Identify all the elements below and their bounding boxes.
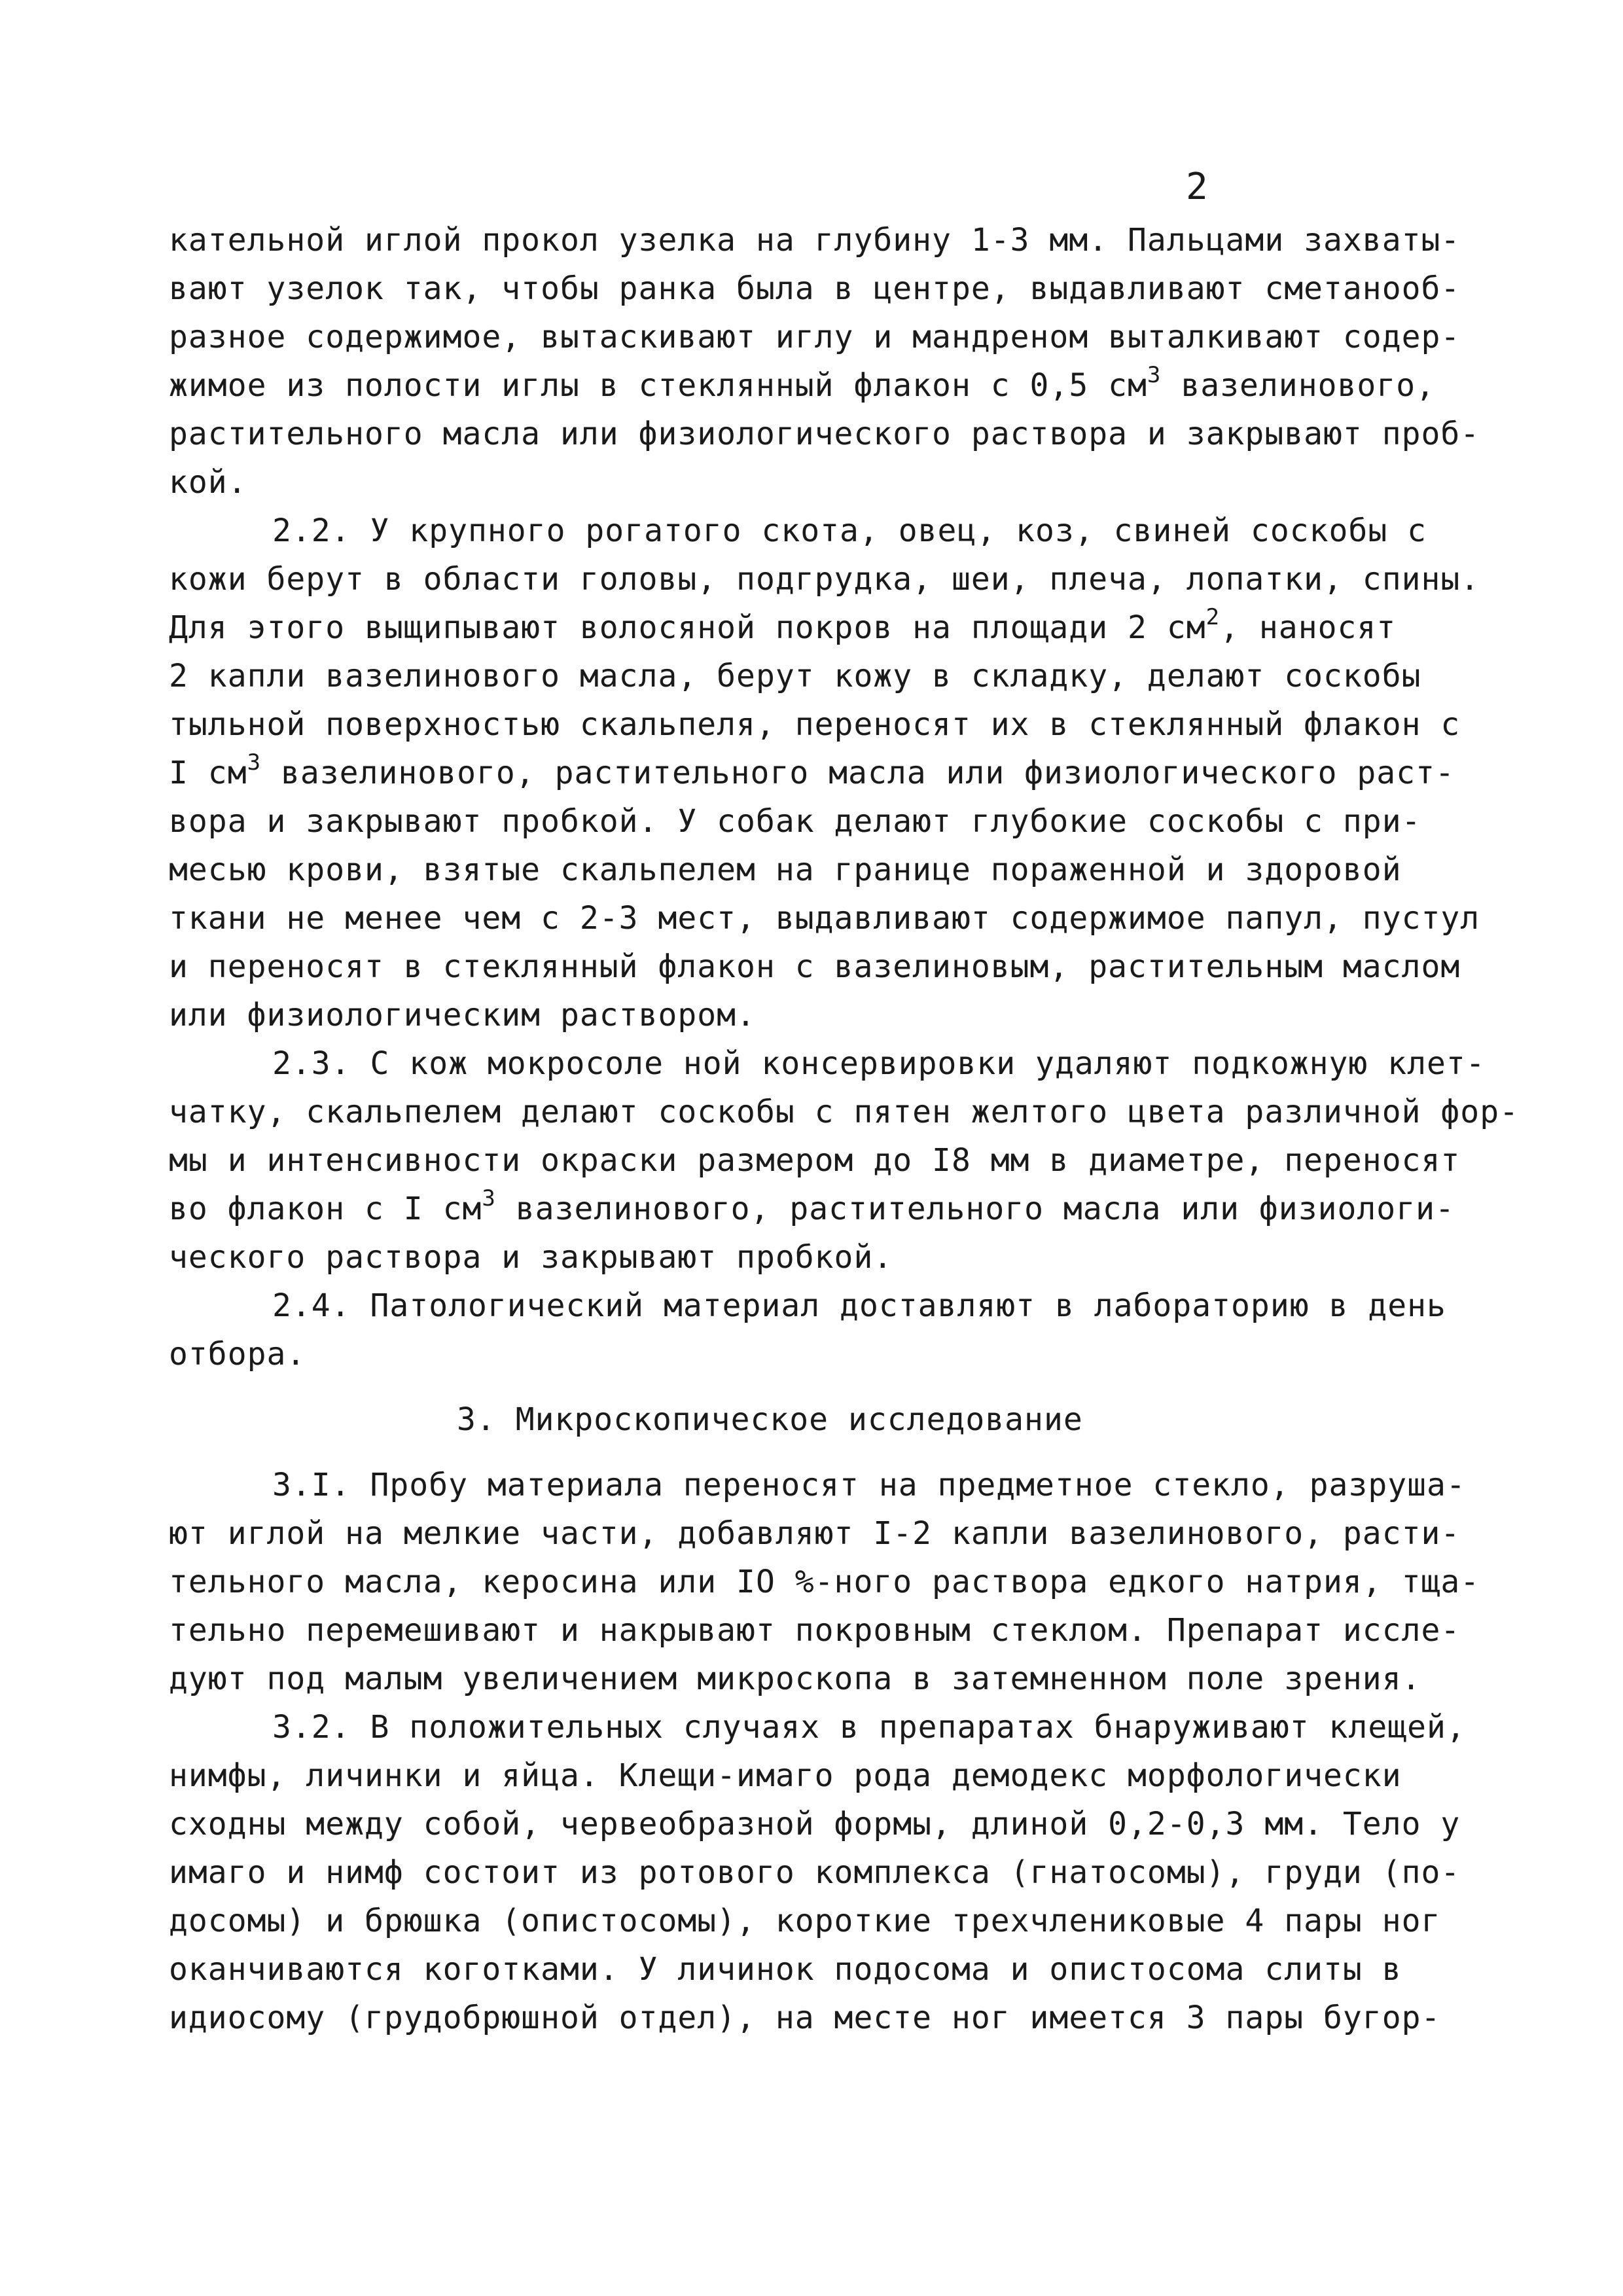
text-line: оканчиваются коготками. У личинок подосома и опистосома слиты в — [169, 1951, 1402, 1988]
section-heading: 3. Микроскопическое исследование — [457, 1401, 1083, 1438]
text-segment: вазелинового, растительного масла или физиологического раст- — [280, 755, 1455, 791]
text-line: 2.3. С кож мокросоле ной консервировки удаляют подкожную клет- — [272, 1045, 1486, 1082]
text-line: тыльной поверхностью скальпеля, переносят их в стеклянный флакон с — [169, 706, 1461, 743]
text-line: досомы) и брюшка (опистосомы), короткие трехчлениковые 4 пары ног — [169, 1903, 1441, 1939]
text-segment: жимое из полости иглы в стеклянный флакон с 0,5 см — [169, 367, 1147, 404]
text-line: нимфы, личинки и яйца. Клещи-имаго рода демодекс морфологически — [169, 1757, 1402, 1794]
text-line: мы и интенсивности окраски размером до I8 мм в диаметре, переносят — [169, 1142, 1461, 1179]
text-line: тельного масла, керосина или IO %-ного раствора едкого натрия, тща- — [169, 1564, 1480, 1600]
text-segment: вазелинового, — [1181, 367, 1435, 404]
text-line: вают узелок так, чтобы ранка была в центре, выдавливают сметанооб- — [169, 270, 1461, 307]
text-segment: вазелинового, растительного масла или физиологи- — [515, 1191, 1455, 1227]
text-line — [169, 361, 1517, 410]
superscript: 2 — [1205, 604, 1221, 630]
text-line — [169, 1185, 1517, 1233]
text-line: кой. — [169, 464, 247, 501]
text-line: дуют под малым увеличением микроскопа в затемненном поле зрения. — [169, 1660, 1421, 1697]
text-segment: Для этого выщипывают волосяной покров на площади 2 см — [169, 609, 1206, 646]
text-line: и переносят в стеклянный флакон с вазелиновым, растительным маслом — [169, 948, 1461, 985]
text-segment: во флакон с I см — [169, 1191, 482, 1227]
text-line: 3.I. Пробу материала переносят на предметное стекло, разруша- — [272, 1467, 1466, 1503]
superscript: 3 — [247, 749, 262, 776]
page-number: 2 — [1186, 166, 1208, 208]
text-line: кательной иглой прокол узелка на глубину 1-3 мм. Пальцами захваты- — [169, 222, 1461, 259]
text-line: ткани не менее чем с 2-3 мест, выдавливают содержимое папул, пустул — [169, 900, 1480, 937]
text-line: имаго и нимф состоит из ротового комплекса (гнатосомы), груди (по- — [169, 1854, 1461, 1891]
document-body — [169, 216, 1517, 2042]
text-line: 2.2. У крупного рогатого скота, овец, коз, свиней соскобы с — [272, 512, 1427, 549]
text-line: ют иглой на мелкие части, добавляют I-2 капли вазелинового, расти- — [169, 1515, 1461, 1552]
text-line: ческого раствора и закрывают пробкой. — [169, 1239, 893, 1276]
text-line: вора и закрывают пробкой. У собак делают глубокие соскобы с при- — [169, 803, 1421, 840]
text-line: 3.2. В положительных случаях в препаратах бнаруживают клещей, — [272, 1709, 1466, 1746]
text-line: тельно перемешивают и накрывают покровным стеклом. Препарат иссле- — [169, 1612, 1461, 1649]
text-segment: , наносят — [1220, 609, 1397, 646]
text-segment: I см — [169, 755, 247, 791]
text-line: кожи берут в области головы, подгрудка, шеи, плеча, лопатки, спины. — [169, 561, 1480, 598]
text-line: или физиологическим раствором. — [169, 997, 756, 1033]
text-line: чатку, скальпелем делают соскобы с пятен желтого цвета различной фор- — [169, 1094, 1519, 1130]
text-line: месью крови, взятые скальпелем на границе пораженной и здоровой — [169, 852, 1402, 888]
text-line: 2 капли вазелинового масла, берут кожу в складку, делают соскобы — [169, 658, 1421, 694]
text-line: идиосому (грудобрюшной отдел), на месте ног имеется 3 пары бугор- — [169, 2000, 1441, 2036]
text-line: растительного масла или физиологического раствора и закрывают проб- — [169, 416, 1480, 452]
text-line — [169, 749, 1517, 797]
text-line: разное содержимое, вытаскивают иглу и мандреном выталкивают содер- — [169, 319, 1461, 355]
superscript: 3 — [1147, 362, 1162, 388]
superscript: 3 — [482, 1185, 496, 1211]
text-line: 2.4. Патологический материал доставляют в лабораторию в день — [272, 1287, 1446, 1324]
text-line — [169, 603, 1517, 652]
text-line: отбора. — [169, 1336, 306, 1372]
text-line: сходны между собой, червеобразной формы, длиной 0,2-0,3 мм. Тело у — [169, 1806, 1461, 1842]
